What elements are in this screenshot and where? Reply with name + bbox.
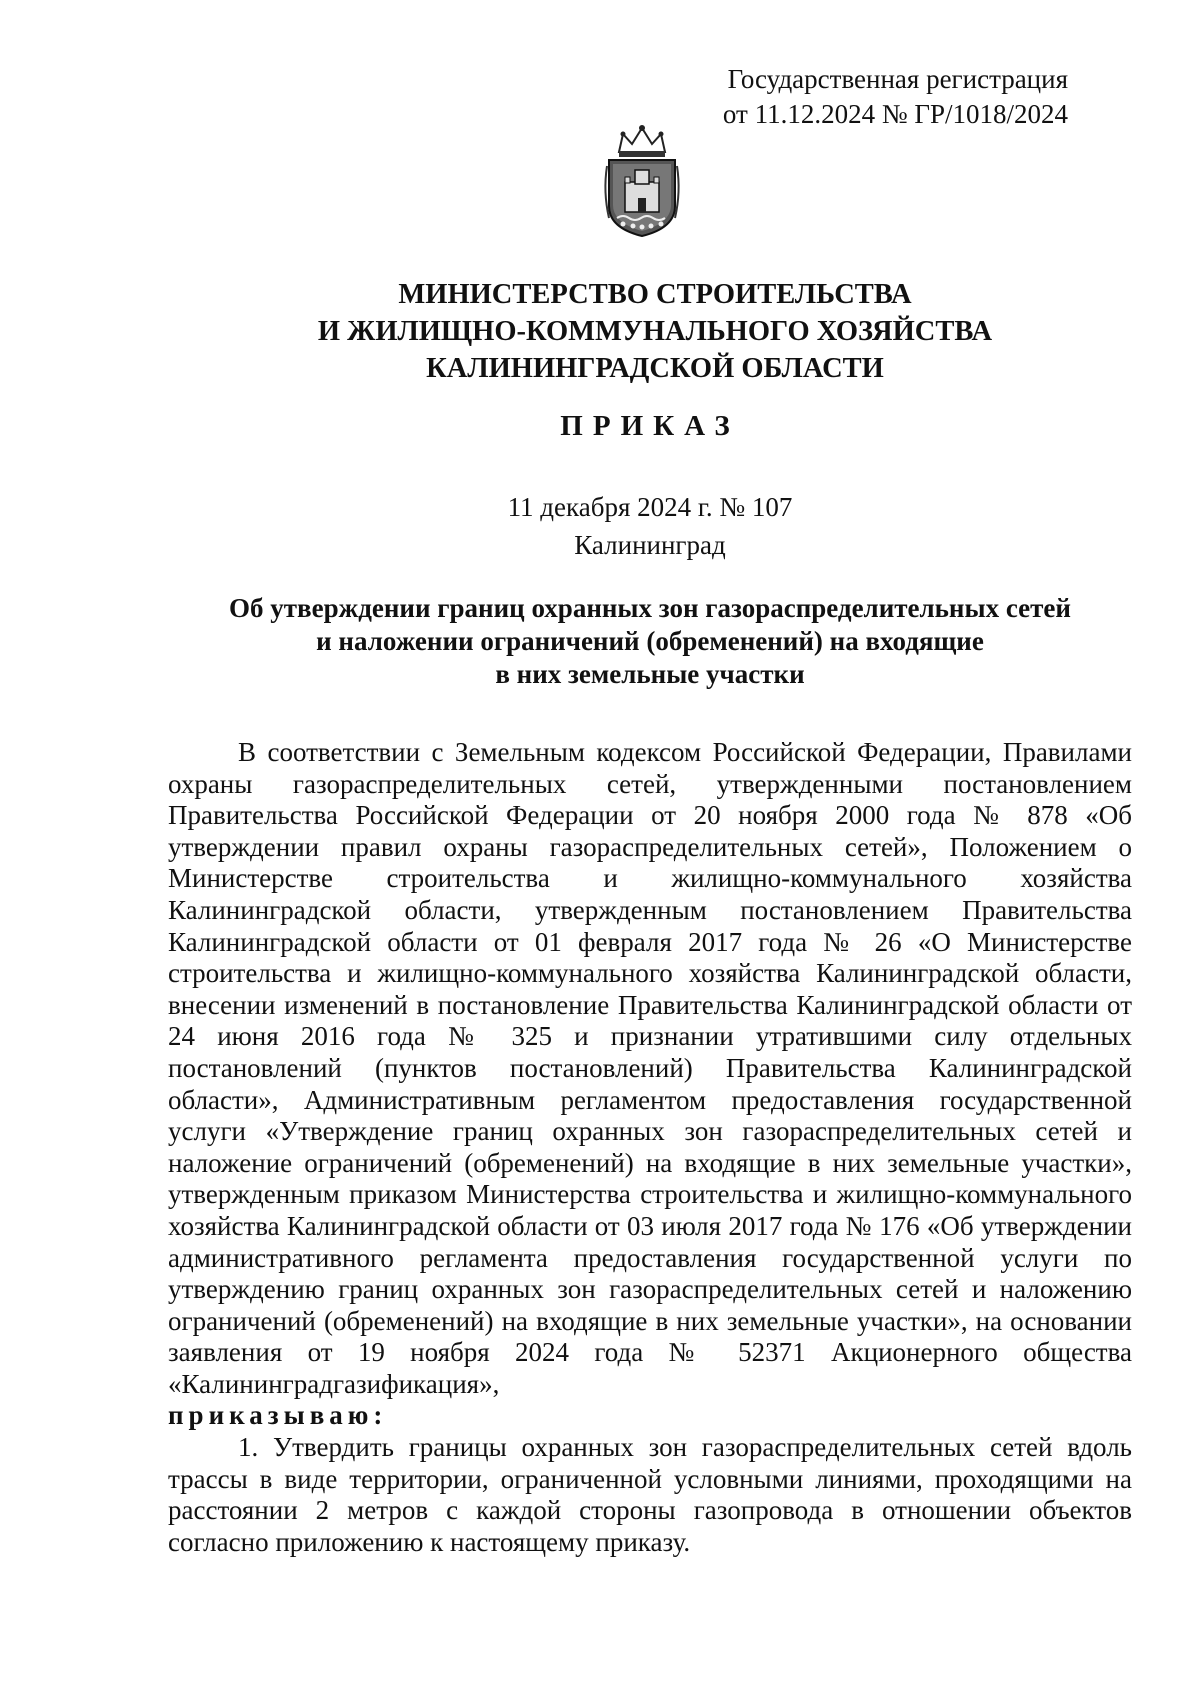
ministry-line-3: КАЛИНИНГРАДСКОЙ ОБЛАСТИ bbox=[426, 353, 884, 384]
ministry-line-2: И ЖИЛИЩНО-КОММУНАЛЬНОГО ХОЗЯЙСТВА bbox=[317, 316, 993, 347]
kaliningrad-coat-of-arms-icon bbox=[601, 122, 683, 240]
preamble-paragraph: В соответствии с Земельным кодексом Российской Федерации, Правилами охраны газораспределительных сетей, утвержденными постановлением Правительства Российской Федерации от 20 ноября 2000 года № 878 «Об утверждении правил охраны газораспределительных сетей», Положением о Министерстве строительства и жилищно-коммунального хозяйства Калининградской области, утвержденным постановлением Правительства Калининградской области от 01 февраля 2017 года № 26 «О Министерстве строительства и жилищно-коммунального хозяйства Калининградской области, внесении изменений в постановление Правительства Калининградской области от 24 июня 2016 года № 325 и признании утратившими силу отдельных постановлений (пунктов постановлений) Правительства Калининградской области», Административным регламентом предоставления государственной услуги «Утверждение границ охранных зон газораспределительных сетей и наложение ограничений (обременений) на входящие в них земельные участки», утвержденным приказом Министерства строительства и жилищно-коммунального хозяйства Калининградской области от 03 июля 2017 года № 176 «Об утверждении административного регламента предоставления государственной услуги по утверждению границ охранных зон газораспределительных сетей и наложению ограничений (обременений) на входящие в них земельные участки», на основании заявления от 19 ноября 2024 года № 52371 Акционерного общества «Калининградгазификация», bbox=[168, 737, 1132, 1399]
subject-line-3: в них земельные участки bbox=[495, 659, 805, 689]
document-type: ПРИКАЗ bbox=[560, 410, 740, 442]
registration-stamp bbox=[723, 62, 1068, 132]
ministry-title bbox=[0, 276, 1200, 387]
ministry-line-1: МИНИСТЕРСТВО СТРОИТЕЛЬСТВА bbox=[398, 279, 912, 310]
subject-line-1: Об утверждении границ охранных зон газораспределительных сетей bbox=[229, 593, 1071, 623]
date-and-place bbox=[0, 488, 1200, 564]
registration-line-1: Государственная регистрация bbox=[727, 64, 1068, 94]
city: Калининград bbox=[574, 530, 726, 560]
date-number: 11 декабря 2024 г. № 107 bbox=[507, 492, 793, 522]
order-directive: приказываю: bbox=[168, 1400, 388, 1431]
order-item-1: 1. Утвердить границы охранных зон газораспределительных сетей вдоль трассы в виде территории, ограниченной условными линиями, проходящими на расстоянии 2 метров с каждой стороны газопровода в отношении объектов согласно приложению к настоящему приказу. bbox=[168, 1432, 1132, 1557]
order-subject bbox=[0, 592, 1200, 691]
registration-line-2: от 11.12.2024 № ГР/1018/2024 bbox=[722, 99, 1068, 129]
order-body bbox=[168, 737, 1132, 1558]
subject-line-2: и наложении ограничений (обременений) на входящие bbox=[316, 626, 984, 656]
